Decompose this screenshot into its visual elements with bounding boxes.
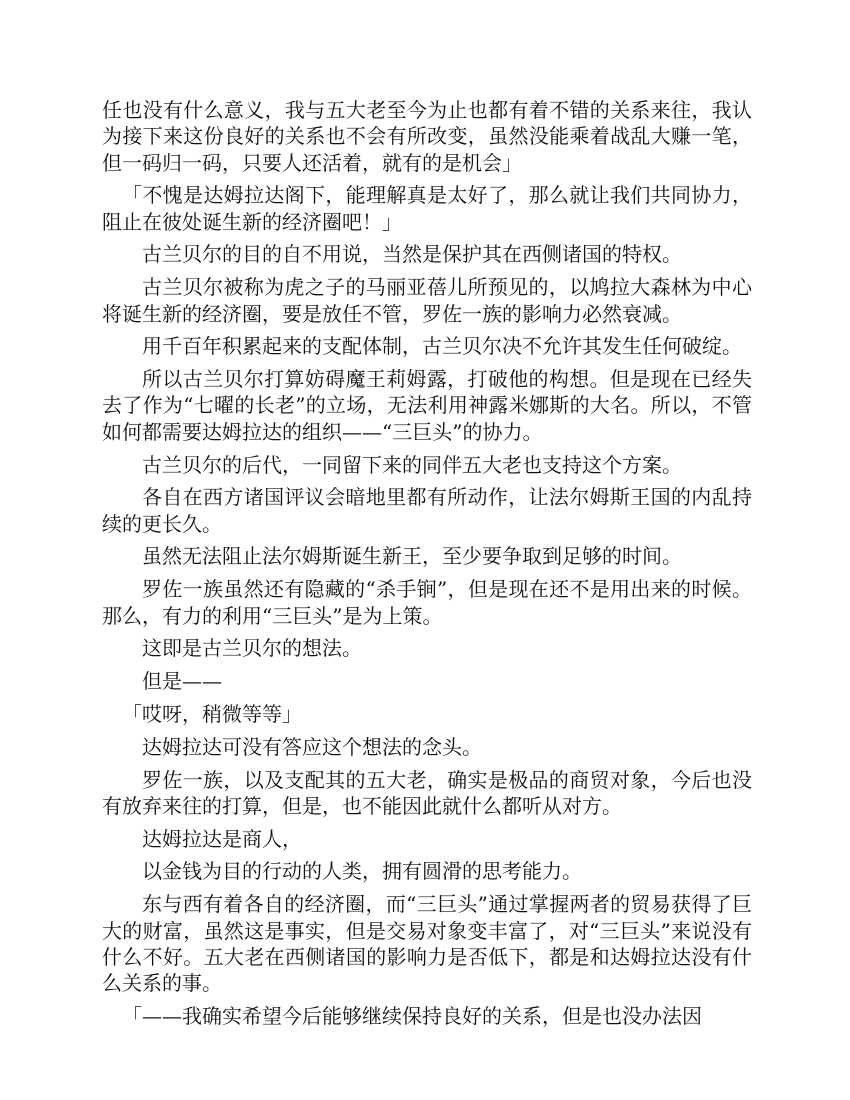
document-page bbox=[102, 97, 752, 1036]
paragraph: 所以古兰贝尔打算妨碍魔王莉姆露，打破他的构想。但是现在已经失去了作为“七曜的长老”的立场，无法利用神露米娜斯的大名。所以，不管如何都需要达姆拉达的组织——“三巨头”的协力。 bbox=[102, 367, 752, 444]
paragraph: 但是—— bbox=[142, 669, 222, 694]
paragraph: 达姆拉达可没有答应这个想法的念头。 bbox=[142, 734, 482, 759]
paragraph: 以金钱为目的行动的人类，拥有圆滑的思考能力。 bbox=[142, 859, 582, 884]
paragraph: 古兰贝尔的后代，一同留下来的同伴五大老也支持这个方案。 bbox=[142, 452, 682, 477]
paragraph: 罗佐一族，以及支配其的五大老，确实是极品的商贸对象，今后也没有放弃来往的打算，但是，也不能因此就什么都听从对方。 bbox=[102, 767, 752, 818]
paragraph: 罗佐一族虽然还有隐藏的“杀手锏”，但是现在还不是用出来的时候。那么，有力的利用“三巨头”是为上策。 bbox=[102, 577, 752, 628]
paragraph: 东与西有着各自的经济圈，而“三巨头”通过掌握两者的贸易获得了巨大的财富，虽然这是事实，但是交易对象变丰富了，对“三巨头”来说没有什么不好。五大老在西侧诸国的影响力是否低下，都是和达姆拉达没有什么关系的事。 bbox=[102, 892, 752, 996]
paragraph: 这即是古兰贝尔的想法。 bbox=[142, 636, 362, 661]
paragraph: 虽然无法阻止法尔姆斯诞生新王，至少要争取到足够的时间。 bbox=[142, 544, 682, 569]
dialogue-paragraph: 「不愧是达姆拉达阁下，能理解真是太好了，那么就让我们共同协力，阻止在彼处诞生新的经济圈吧！」 bbox=[102, 183, 752, 234]
paragraph: 达姆拉达是商人， bbox=[142, 826, 302, 851]
paragraph: 古兰贝尔被称为虎之子的马丽亚蓓儿所预见的，以鸠拉大森林为中心将诞生新的经济圈，要是放任不管，罗佐一族的影响力必然衰减。 bbox=[102, 275, 752, 326]
paragraph: 任也没有什么意义，我与五大老至今为止也都有着不错的关系来往，我认为接下来这份良好的关系也不会有所改变，虽然没能乘着战乱大赚一笔，但一码归一码，只要人还活着，就有的是机会」 bbox=[102, 98, 752, 175]
paragraph: 各自在西方诸国评议会暗地里都有所动作，让法尔姆斯王国的内乱持续的更长久。 bbox=[102, 485, 752, 536]
paragraph: 古兰贝尔的目的自不用说，当然是保护其在西侧诸国的特权。 bbox=[142, 242, 682, 267]
paragraph: 用千百年积累起来的支配体制，古兰贝尔决不允许其发生任何破绽。 bbox=[142, 334, 742, 359]
dialogue-paragraph: 「——我确实希望今后能够继续保持良好的关系，但是也没办法因 bbox=[122, 1003, 702, 1028]
dialogue-paragraph: 「哎呀，稍微等等」 bbox=[122, 701, 302, 726]
